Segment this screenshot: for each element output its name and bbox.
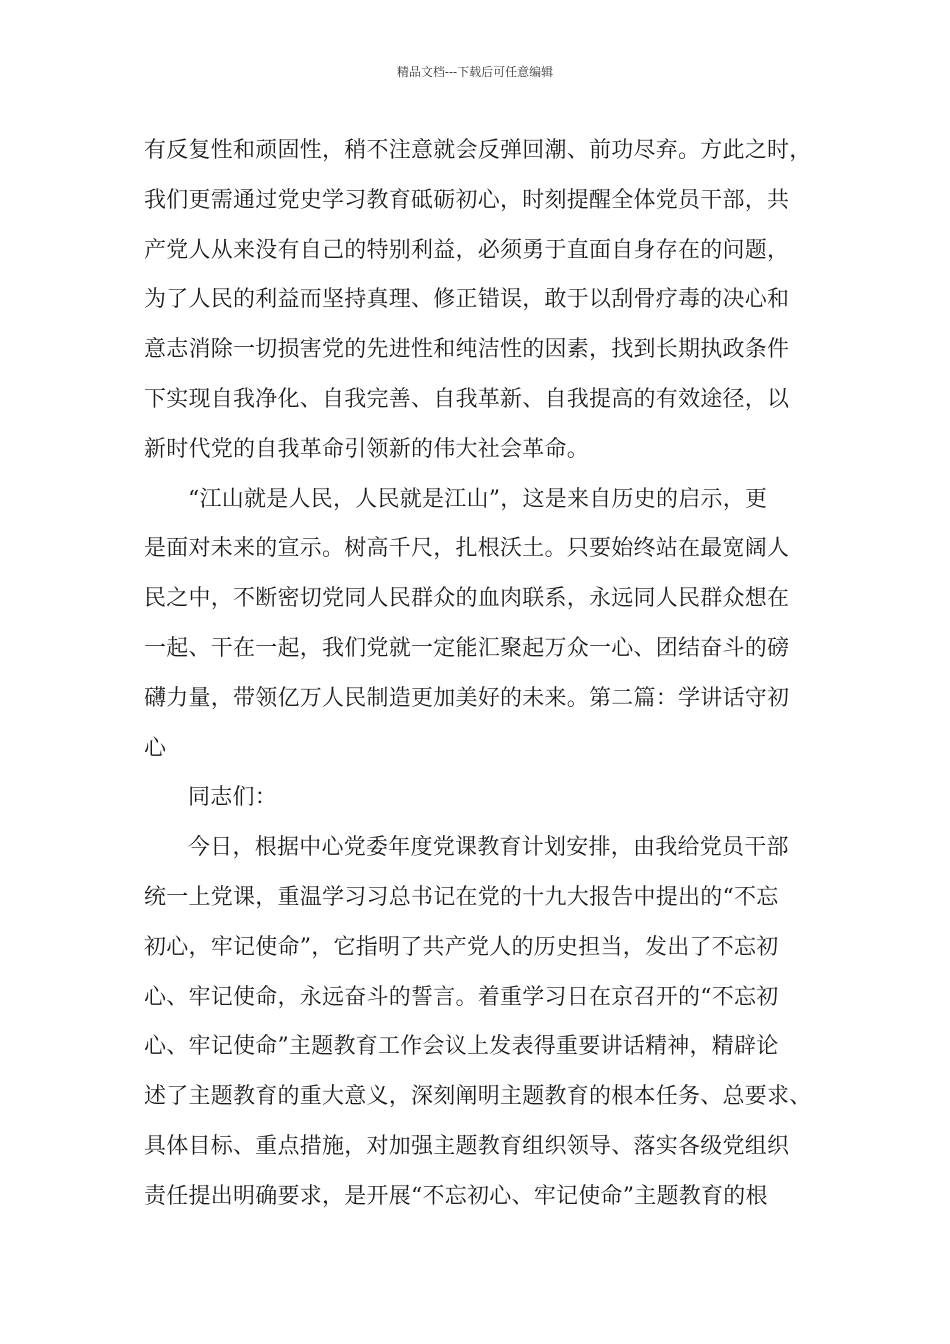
text-line: 述了主题教育的重大意义，深刻阐明主题教育的根本任务、总要求、 [144, 1084, 812, 1110]
text-line: 民之中，不断密切党同人民群众的血肉联系，永远同人民群众想在 [144, 586, 790, 612]
salutation-line: 同志们： [188, 785, 278, 811]
text-line: 礴力量，带领亿万人民制造更加美好的未来。第二篇：学讲话守初 [144, 685, 790, 711]
text-line: 是面对未来的宣示。树高千尺，扎根沃土。只要始终站在最宽阔人 [144, 536, 790, 562]
text-line: 新时代党的自我革命引领新的伟大社会革命。 [144, 436, 590, 462]
page-header: 精品文档---下载后可任意编辑 [396, 65, 554, 79]
document-body [144, 126, 822, 1222]
text-line: 我们更需通过党史学习教育砥砺初心，时刻提醒全体党员干部，共 [144, 187, 790, 213]
text-line: 产党人从来没有自己的特别利益，必须勇于直面自身存在的问题， [144, 237, 790, 263]
text-line: 统一上党课，重温学习习总书记在党的十九大报告中提出的“不忘 [144, 884, 779, 910]
text-line: 心、牢记使命，永远奋斗的誓言。着重学习日在京召开的“不忘初 [144, 984, 779, 1010]
text-line: 心、牢记使命”主题教育工作会议上发表得重要讲话精神，精辟论 [144, 1034, 779, 1060]
text-line: 意志消除一切损害党的先进性和纯洁性的因素，找到长期执政条件 [144, 337, 790, 363]
text-line: 心 [144, 735, 167, 761]
text-line: 具体目标、重点措施，对加强主题教育组织领导、落实各级党组织 [144, 1133, 790, 1159]
text-line: 有反复性和顽固性，稍不注意就会反弹回潮、前功尽弃。方此之时， [144, 138, 812, 163]
text-line: 为了人民的利益而坚持真理、修正错误，敢于以刮骨疗毒的决心和 [144, 287, 790, 313]
text-line: 初心，牢记使命”，它指明了共产党人的历史担当，发出了不忘初 [144, 934, 779, 960]
paragraph-start-line: “江山就是人民，人民就是江山”，这是来自历史的启示，更 [188, 486, 768, 512]
text-line: 下实现自我净化、自我完善、自我革新、自我提高的有效途径，以 [144, 386, 790, 412]
text-line: 一起、干在一起，我们党就一定能汇聚起万众一心、团结奋斗的磅 [144, 635, 790, 661]
paragraph-start-line: 今日，根据中心党委年度党课教育计划安排，由我给党员干部 [188, 835, 789, 861]
text-line: 责任提出明确要求，是开展“不忘初心、牢记使命”主题教育的根 [144, 1183, 768, 1209]
